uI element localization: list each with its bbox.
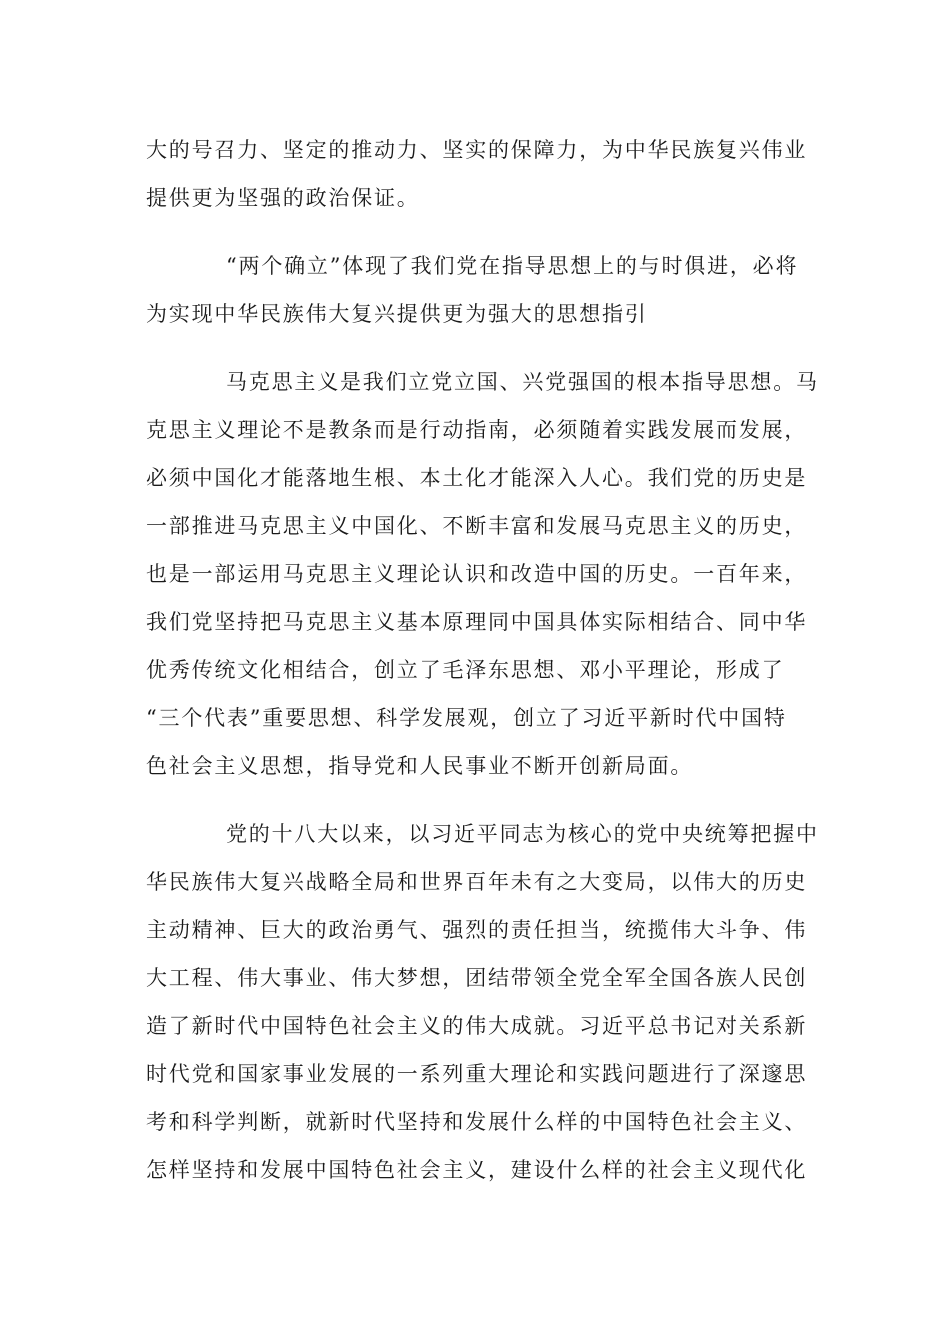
paragraph bbox=[146, 358, 819, 790]
text-line: 考和科学判断，就新时代坚持和发展什么样的中国特色社会主义、 bbox=[146, 1110, 808, 1134]
text-line: 怎样坚持和发展中国特色社会主义，建设什么样的社会主义现代化 bbox=[146, 1158, 808, 1182]
text-line: 造了新时代中国特色社会主义的伟大成就。习近平总书记对关系新 bbox=[146, 1014, 808, 1038]
text-line: 色社会主义思想，指导党和人民事业不断开创新局面。 bbox=[146, 754, 694, 778]
text-line: 提供更为坚强的政治保证。 bbox=[146, 186, 420, 210]
text-line: 克思主义理论不是教条而是行动指南，必须随着实践发展而发展， bbox=[146, 418, 808, 442]
text-line: 华民族伟大复兴战略全局和世界百年未有之大变局，以伟大的历史 bbox=[146, 870, 808, 894]
text-line: “三个代表”重要思想、科学发展观，创立了习近平新时代中国特 bbox=[146, 706, 787, 730]
text-line: 我们党坚持把马克思主义基本原理同中国具体实际相结合、同中华 bbox=[146, 610, 808, 634]
text-line: 主动精神、巨大的政治勇气、强烈的责任担当，统揽伟大斗争、伟 bbox=[146, 918, 808, 942]
paragraph bbox=[146, 810, 819, 1194]
text-line: 马克思主义是我们立党立国、兴党强国的根本指导思想。马 bbox=[226, 370, 819, 394]
document-body bbox=[146, 126, 819, 1194]
section-heading bbox=[146, 242, 806, 338]
text-line: 一部推进马克思主义中国化、不断丰富和发展马克思主义的历史， bbox=[146, 514, 808, 538]
text-line: 必须中国化才能落地生根、本土化才能深入人心。我们党的历史是 bbox=[146, 466, 808, 490]
text-line: 大工程、伟大事业、伟大梦想，团结带领全党全军全国各族人民创 bbox=[146, 966, 808, 990]
heading-line: 为实现中华民族伟大复兴提供更为强大的思想指引 bbox=[146, 302, 648, 326]
text-line: 党的十八大以来，以习近平同志为核心的党中央统筹把握中 bbox=[226, 822, 819, 846]
text-line: 时代党和国家事业发展的一系列重大理论和实践问题进行了深邃思 bbox=[146, 1062, 808, 1086]
text-line: 优秀传统文化相结合，创立了毛泽东思想、邓小平理论，形成了 bbox=[146, 658, 785, 682]
text-line: 大的号召力、坚定的推动力、坚实的保障力，为中华民族复兴伟业 bbox=[146, 138, 808, 162]
text-line: 也是一部运用马克思主义理论认识和改造中国的历史。一百年来， bbox=[146, 562, 808, 586]
heading-line: “两个确立”体现了我们党在指导思想上的与时俱进，必将 bbox=[226, 254, 799, 278]
paragraph-continued bbox=[146, 126, 806, 222]
